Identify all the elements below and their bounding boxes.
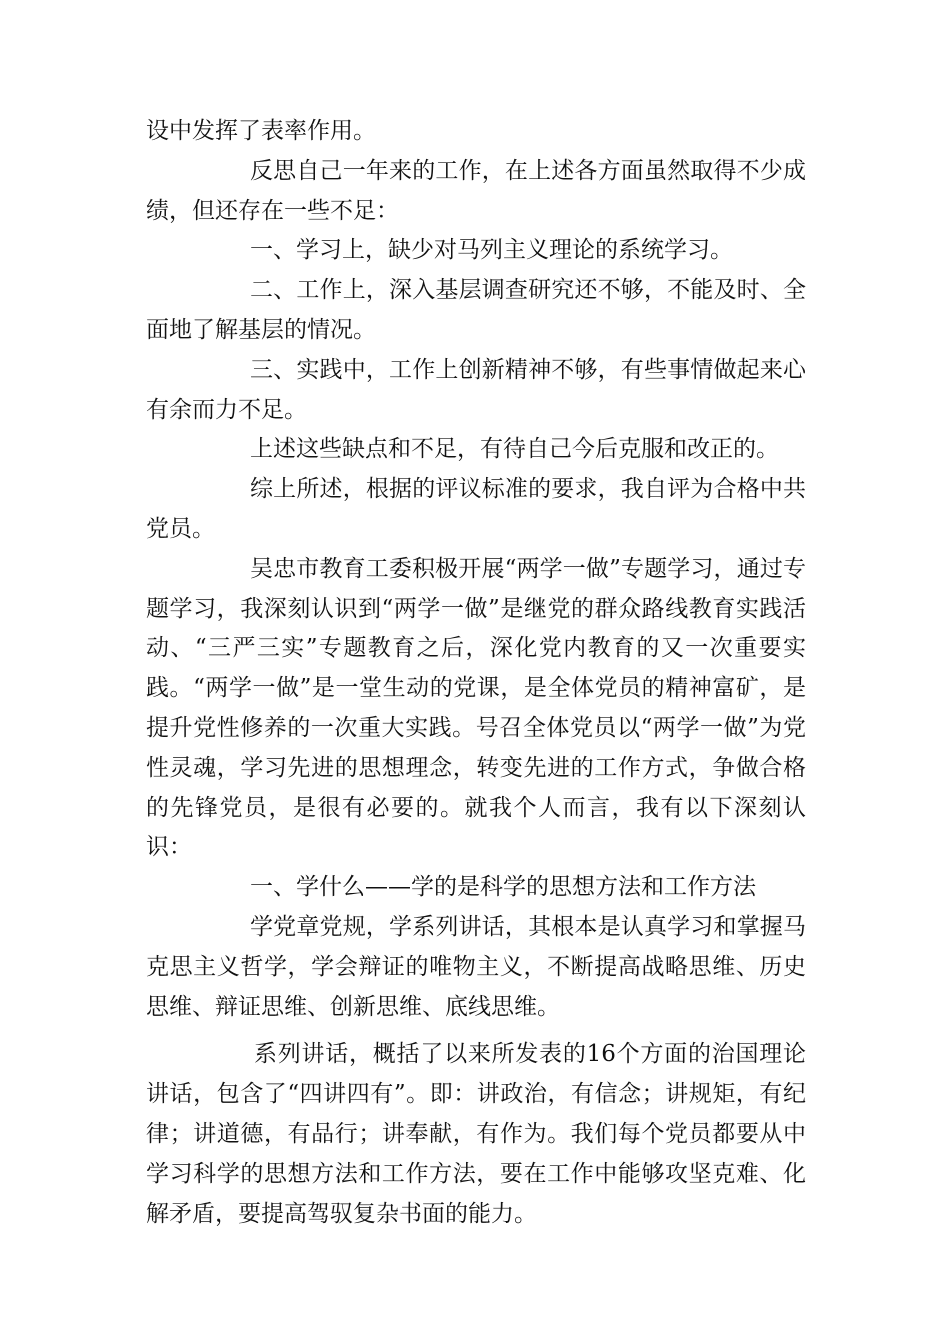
paragraph-continuation: 设中发挥了表率作用。 [146,118,376,144]
paragraph-speech-summary: 系列讲话，概括了以来所发表的16个方面的治国理论讲话，包含了“四讲四有”。即：讲政治，有信念；讲规矩，有纪律；讲道德，有品行；讲奉献，有作为。我们每个党员都要从中学习科学的思想方法和工作方法，要在工作中能够攻坚克难、化解矛盾，要提高驾驭复杂书面的能力。 [146,1041,806,1227]
paragraph-shortcoming-2: 二、工作上，深入基层调查研究还不够，不能及时、全面地了解基层的情况。 [146,277,806,343]
paragraph-reflection: 反思自己一年来的工作，在上述各方面虽然取得不少成绩，但还存在一些不足： [146,157,806,224]
document-page [146,112,806,1234]
paragraph-section-heading: 一、学什么——学的是科学的思想方法和工作方法 [250,874,756,901]
paragraph-study-overview: 吴忠市教育工委积极开展“两学一做”专题学习，通过专题学习，我深刻认识到“两学一做”是继党的群众路线教育实践活动、“三严三实”专题教育之后，深化党内教育的又一次重要实践。“两学一做”是一堂生动的党课，是全体党员的精神富矿，是提升党性修养的一次重大实践。号召全体党员以“两学一做”为党性灵魂，学习先进的思想理念，转变先进的工作方式，争做合格的先锋党员，是很有必要的。就我个人而言，我有以下深刻认识： [146,555,806,861]
paragraph-shortcoming-1: 一、学习上，缺少对马列主义理论的系统学习。 [250,237,733,264]
paragraph-self-evaluation: 综上所述，根据的评议标准的要求，我自评为合格中共党员。 [146,476,806,542]
paragraph-shortcoming-3: 三、实践中，工作上创新精神不够，有些事情做起来心有余而力不足。 [146,356,806,423]
paragraph-philosophy: 学党章党规，学系列讲话，其根本是认真学习和掌握马克思主义哲学，学会辩证的唯物主义，不断提高战略思维、历史思维、辩证思维、创新思维、底线思维。 [146,913,806,1020]
paragraph-improvement: 上述这些缺点和不足，有待自己今后克服和改正的。 [250,436,779,463]
